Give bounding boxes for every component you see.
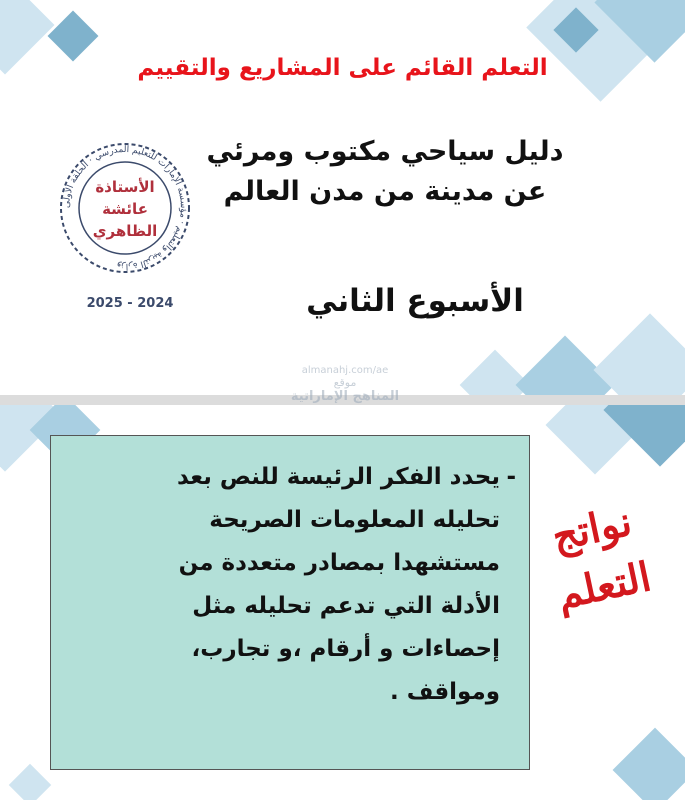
site-watermark bbox=[280, 365, 410, 404]
seal-ring-text: وزارة التربية والتعليم · مؤسسة الإمارات للتعليم المدرسي · الحلقة الأولى bbox=[61, 144, 189, 272]
outcome-box bbox=[50, 435, 530, 770]
bullet-dash: - bbox=[506, 464, 516, 490]
slide-title: التعلم القائم على المشاريع والتقييم bbox=[137, 55, 548, 81]
topic-line-2: عن مدينة من مدن العالم bbox=[223, 176, 547, 207]
seal-year: 2025 - 2024 bbox=[86, 296, 174, 311]
slide-1 bbox=[0, 0, 685, 395]
seal-name-line-1: الأستاذة bbox=[95, 178, 155, 196]
outcome-line: الأدلة التي تدعم تحليله مثل bbox=[192, 593, 500, 619]
outcome-line: ومواقف . bbox=[389, 679, 500, 705]
watermark-name-1: موقع bbox=[333, 376, 357, 389]
decor-diamond bbox=[613, 728, 685, 800]
seal-name-line-2: عائشة bbox=[102, 200, 148, 218]
slide-2 bbox=[0, 405, 685, 800]
seal-name-line-3: الظاهري bbox=[92, 222, 158, 240]
watermark-name-2: المناهج الإماراتية bbox=[290, 389, 400, 404]
outcomes-line-2: التعلم bbox=[552, 553, 656, 619]
decor-diamond bbox=[593, 313, 685, 395]
week-label: الأسبوع الثاني bbox=[306, 283, 524, 319]
outcomes-line-1: نواتج bbox=[547, 497, 636, 561]
outcome-line: يحدد الفكر الرئيسة للنص بعد bbox=[177, 464, 500, 490]
teacher-seal bbox=[57, 140, 193, 276]
decor-diamond bbox=[9, 764, 51, 800]
learning-outcomes-heading bbox=[527, 489, 668, 627]
outcome-line: تحليله المعلومات الصريحة bbox=[209, 507, 500, 533]
topic-line-1: دليل سياحي مكتوب ومرئي bbox=[206, 136, 564, 167]
outcome-line: مستشهدا بمصادر متعددة من bbox=[178, 550, 500, 576]
outcome-text bbox=[69, 456, 514, 714]
outcome-line: إحصاءات و أرقام ،و تجارب، bbox=[191, 636, 500, 662]
watermark-url: almanahj.com/ae bbox=[301, 365, 389, 376]
decor-diamond bbox=[48, 11, 99, 62]
